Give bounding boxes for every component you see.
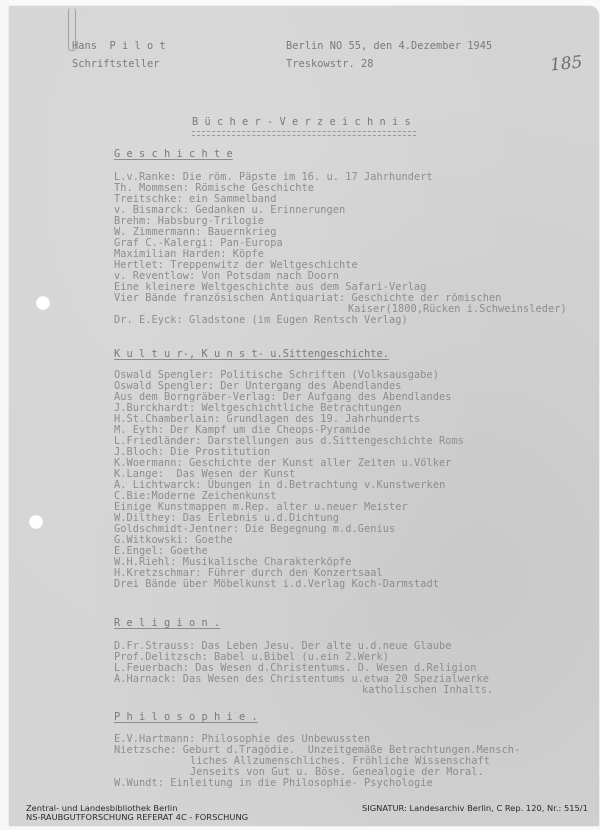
list-item: Prof.Delitzsch: Babel u.Bibel (u.ein 2.Werk)	[114, 651, 389, 663]
list-item-continuation: Jenseits von Gut u. Böse. Genealogie der Moral.	[190, 766, 484, 778]
list-item: Einige Kunstmappen m.Rep. alter u.neuer Meister	[114, 501, 408, 513]
list-item: Vier Bände französischen Antiquariat: Geschichte der römischen	[114, 292, 502, 304]
list-item: Nietzsche: Geburt d.Tragödie. Unzeitgemäße Betrachtungen.Mensch-	[114, 744, 521, 756]
list-item: Eine kleinere Weltgeschichte aus dem Safari-Verlag	[114, 281, 427, 293]
section-heading-kultur: K u l t u r-, K u n s t- u.Sittengeschichte.	[114, 348, 389, 360]
list-item: Th. Mommsen: Römische Geschichte	[114, 182, 314, 194]
list-item: L.v.Ranke: Die röm. Päpste im 16. u. 17 Jahrhundert	[114, 171, 433, 183]
author-name: Hans P i l o t	[72, 40, 166, 52]
list-item: K.Lange: Das Wesen der Kunst	[114, 468, 296, 480]
list-item-continuation: liches Allzumenschliches. Fröhliche Wissenschaft	[190, 755, 490, 767]
list-item: Oswald Spengler: Politische Schriften (Volksausgabe)	[114, 369, 439, 381]
punch-hole-icon	[29, 515, 43, 529]
title-double-underline	[192, 131, 416, 136]
list-item: E.Engel: Goethe	[114, 545, 208, 557]
list-item: W.Dilthey: Das Erlebnis u.d.Dichtung	[114, 512, 339, 524]
list-item: G.Witkowski: Goethe	[114, 534, 233, 546]
institution-line-2: NS-RAUBGUTFORSCHUNG REFERAT 4C - FORSCHUNG	[26, 812, 249, 822]
list-item: H.St.Chamberlain: Grundlagen des 19. Jahrhunderts	[114, 413, 421, 425]
list-item: Oswald Spengler: Der Untergang des Abendlandes	[114, 380, 402, 392]
list-item: D.Fr.Strauss: Das Leben Jesu. Der alte u.d.neue Glaube	[114, 640, 452, 652]
list-item: M. Eyth: Der Kampf um die Cheops-Pyramide	[114, 424, 371, 436]
list-item: Drei Bände über Möbelkunst i.d.Verlag Koch-Darmstadt	[114, 578, 439, 590]
list-item: v. Bismarck: Gedanken u. Erinnerungen	[114, 204, 346, 216]
list-item-continuation: Kaiser(1800,Rücken i.Schweinsleder)	[348, 303, 567, 315]
list-item: Maximilian Harden: Köpfe	[114, 248, 264, 260]
author-title: Schriftsteller	[72, 58, 160, 70]
list-item: A.Harnack: Das Wesen des Christentums u.etwa 20 Spezialwerke	[114, 673, 489, 685]
list-item: Aus dem Borngräber-Verlag: Der Aufgang des Abendlandes	[114, 391, 452, 403]
list-item: Treitschke: ein Sammelband	[114, 193, 277, 205]
list-item-continuation: katholischen Inhalts.	[362, 684, 494, 696]
list-item: W. Zimmermann: Bauernkrieg	[114, 226, 277, 238]
list-item: C.Bie:Moderne Zeichenkunst	[114, 490, 277, 502]
section-heading-philosophie: P h i l o s o p h i e .	[114, 711, 258, 723]
list-item: K.Woermann: Geschichte der Kunst aller Zeiten u.Völker	[114, 457, 452, 469]
document-title: B ü c h e r - V e r z e i c h n i s	[192, 116, 411, 128]
list-item: Goldschmidt-Jentner: Die Begegnung m.d.Genius	[114, 523, 396, 535]
list-item: Brehm: Habsburg-Trilogie	[114, 215, 264, 227]
list-item: W.H.Riehl: Musikalische Charakterköpfe	[114, 556, 352, 568]
institution-line-1: Zentral- und Landesbibliothek Berlin	[26, 803, 178, 813]
archive-signature: SIGNATUR: Landesarchiv Berlin, C Rep. 120, Nr.: 515/1	[362, 803, 588, 813]
list-item: W.Wundt: Einleitung in die Philosophie- Psychologie	[114, 777, 433, 789]
list-item: A. Lichtwarck: Übungen in d.Betrachtung v.Kunstwerken	[114, 479, 446, 491]
handwritten-folio-number: 185	[549, 52, 584, 76]
address: Treskowstr. 28	[286, 58, 374, 70]
section-heading-geschichte: G e s c h i c h t e	[114, 148, 233, 160]
punch-hole-icon	[36, 296, 50, 310]
list-item: Hertlet: Treppenwitz der Weltgeschichte	[114, 259, 358, 271]
list-item: J.Bloch: Die Prostitution	[114, 446, 271, 458]
place-date: Berlin NO 55, den 4.Dezember 1945	[286, 40, 493, 52]
list-item: L.Friedländer: Darstellungen aus d.Sittengeschichte Roms	[114, 435, 464, 447]
list-item: J.Burckhardt: Weltgeschichtliche Betrachtungen	[114, 402, 402, 414]
list-item: v. Reventlow: Von Potsdam nach Doorn	[114, 270, 339, 282]
list-item: E.V.Hartmann: Philosophie des Unbewussten	[114, 733, 371, 745]
list-item: Dr. E.Eyck: Gladstone (im Eugen Rentsch Verlag)	[114, 314, 408, 326]
list-item: H.Kretzschmar: Führer durch den Konzertsaal	[114, 567, 383, 579]
list-item: L.Feuerbach: Das Wesen d.Christentums. D. Wesen d.Religion	[114, 662, 477, 674]
section-heading-religion: R e l i g i o n .	[114, 617, 221, 629]
list-item: Graf C.-Kalergi: Pan-Europa	[114, 237, 283, 249]
